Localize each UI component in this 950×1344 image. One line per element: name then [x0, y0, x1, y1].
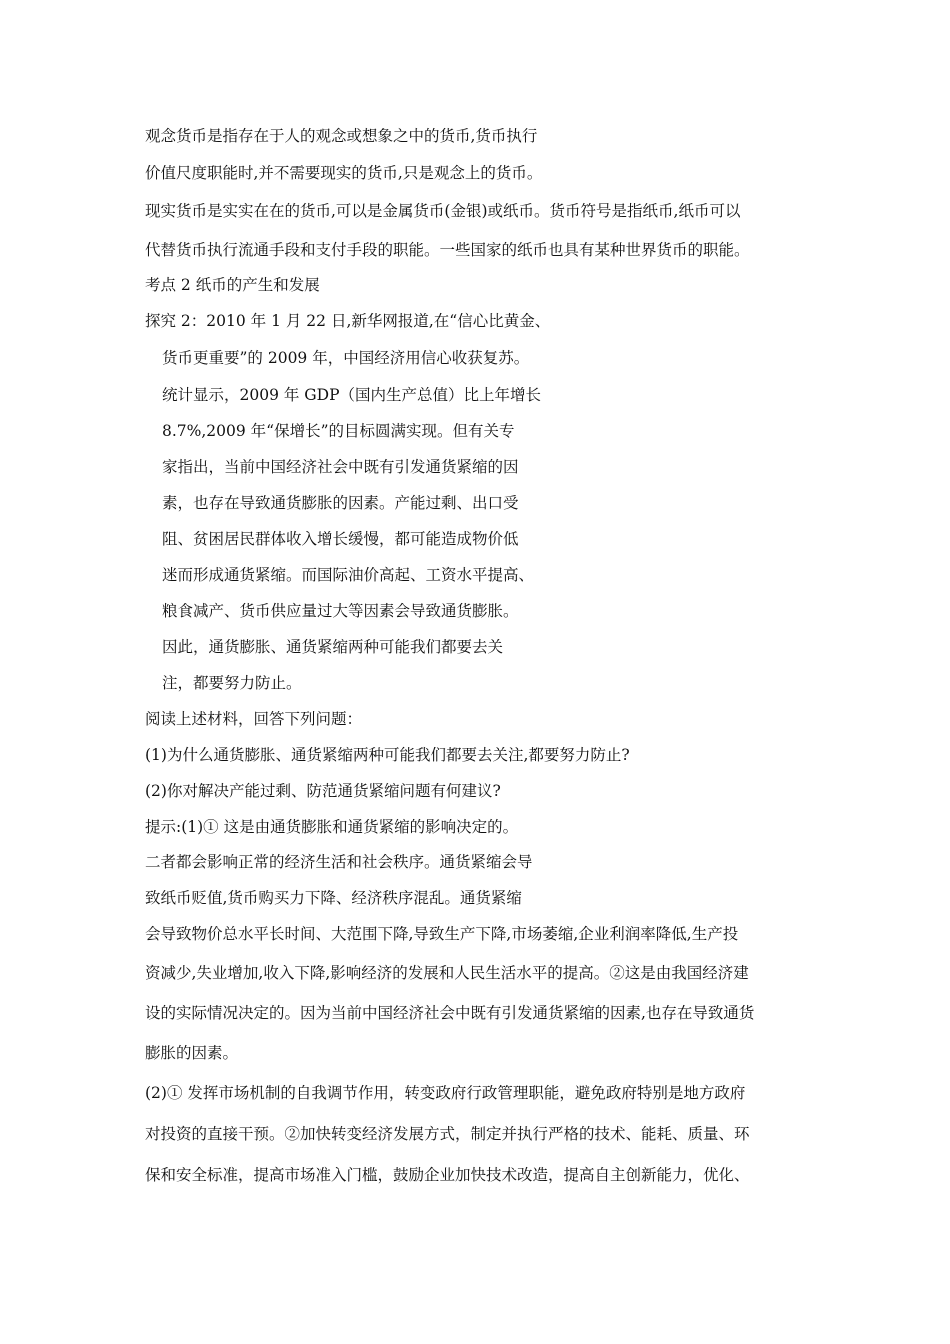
- text-line: 价值尺度职能时,并不需要现实的货币,只是观念上的货币。: [145, 164, 543, 182]
- text-line: 现实货币是实实在在的货币,可以是金属货币(金银)或纸币。货币符号是指纸币,纸币可以: [145, 202, 741, 220]
- text-line: 探究 2：2010 年 1 月 22 日,新华网报道,在“信心比黄金、: [145, 312, 551, 330]
- text-line: 会导致物价总水平长时间、大范围下降,导致生产下降,市场萎缩,企业利润率降低,生产投: [145, 925, 739, 943]
- text-line: 货币更重要”的 2009 年，中国经济用信心收获复苏。: [162, 349, 530, 367]
- text-line: 提示:(1)① 这是由通货膨胀和通货紧缩的影响决定的。: [145, 818, 519, 836]
- section-heading: 考点 2 纸币的产生和发展: [145, 276, 320, 294]
- text-line: 致纸币贬值,货币购买力下降、经济秩序混乱。通货紧缩: [145, 889, 522, 907]
- text-line: 注，都要努力防止。: [162, 674, 302, 692]
- text-line: 资减少,失业增加,收入下降,影响经济的发展和人民生活水平的提高。②这是由我国经济建: [145, 964, 749, 982]
- question-1: (1)为什么通货膨胀、通货紧缩两种可能我们都要去关注,都要努力防止?: [145, 746, 630, 764]
- question-2: (2)你对解决产能过剩、防范通货紧缩问题有何建议?: [145, 782, 501, 800]
- text-line: (2)① 发挥市场机制的自我调节作用，转变政府行政管理职能，避免政府特别是地方政府: [145, 1084, 746, 1102]
- text-line: 膨胀的因素。: [145, 1044, 239, 1062]
- text-line: 设的实际情况决定的。因为当前中国经济社会中既有引发通货紧缩的因素,也存在导致通货: [145, 1004, 755, 1022]
- text-line: 代替货币执行流通手段和支付手段的职能。一些国家的纸币也具有某种世界货币的职能。: [145, 241, 750, 259]
- text-line: 阅读上述材料，回答下列问题：: [145, 710, 363, 728]
- text-line: 观念货币是指存在于人的观念或想象之中的货币,货币执行: [145, 127, 538, 145]
- text-line: 阻、贫困居民群体收入增长缓慢，都可能造成物价低: [162, 530, 519, 548]
- text-line: 迷而形成通货紧缩。而国际油价高起、工资水平提高、: [162, 566, 535, 584]
- text-line: 二者都会影响正常的经济生活和社会秩序。通货紧缩会导: [145, 853, 533, 871]
- text-line: 保和安全标准，提高市场准入门槛，鼓励企业加快技术改造，提高自主创新能力，优化、: [145, 1166, 750, 1184]
- text-line: 8.7%,2009 年“保增长”的目标圆满实现。但有关专: [162, 422, 515, 440]
- text-line: 对投资的直接干预。②加快转变经济发展方式，制定并执行严格的技术、能耗、质量、环: [145, 1125, 750, 1143]
- text-line: 粮食减产、货币供应量过大等因素会导致通货膨胀。: [162, 602, 519, 620]
- text-line: 家指出，当前中国经济社会中既有引发通货紧缩的因: [162, 458, 519, 476]
- text-line: 因此，通货膨胀、通货紧缩两种可能我们都要去关: [162, 638, 504, 656]
- text-line: 素，也存在导致通货膨胀的因素。产能过剩、出口受: [162, 494, 519, 512]
- text-line: 统计显示，2009 年 GDP（国内生产总值）比上年增长: [162, 386, 542, 404]
